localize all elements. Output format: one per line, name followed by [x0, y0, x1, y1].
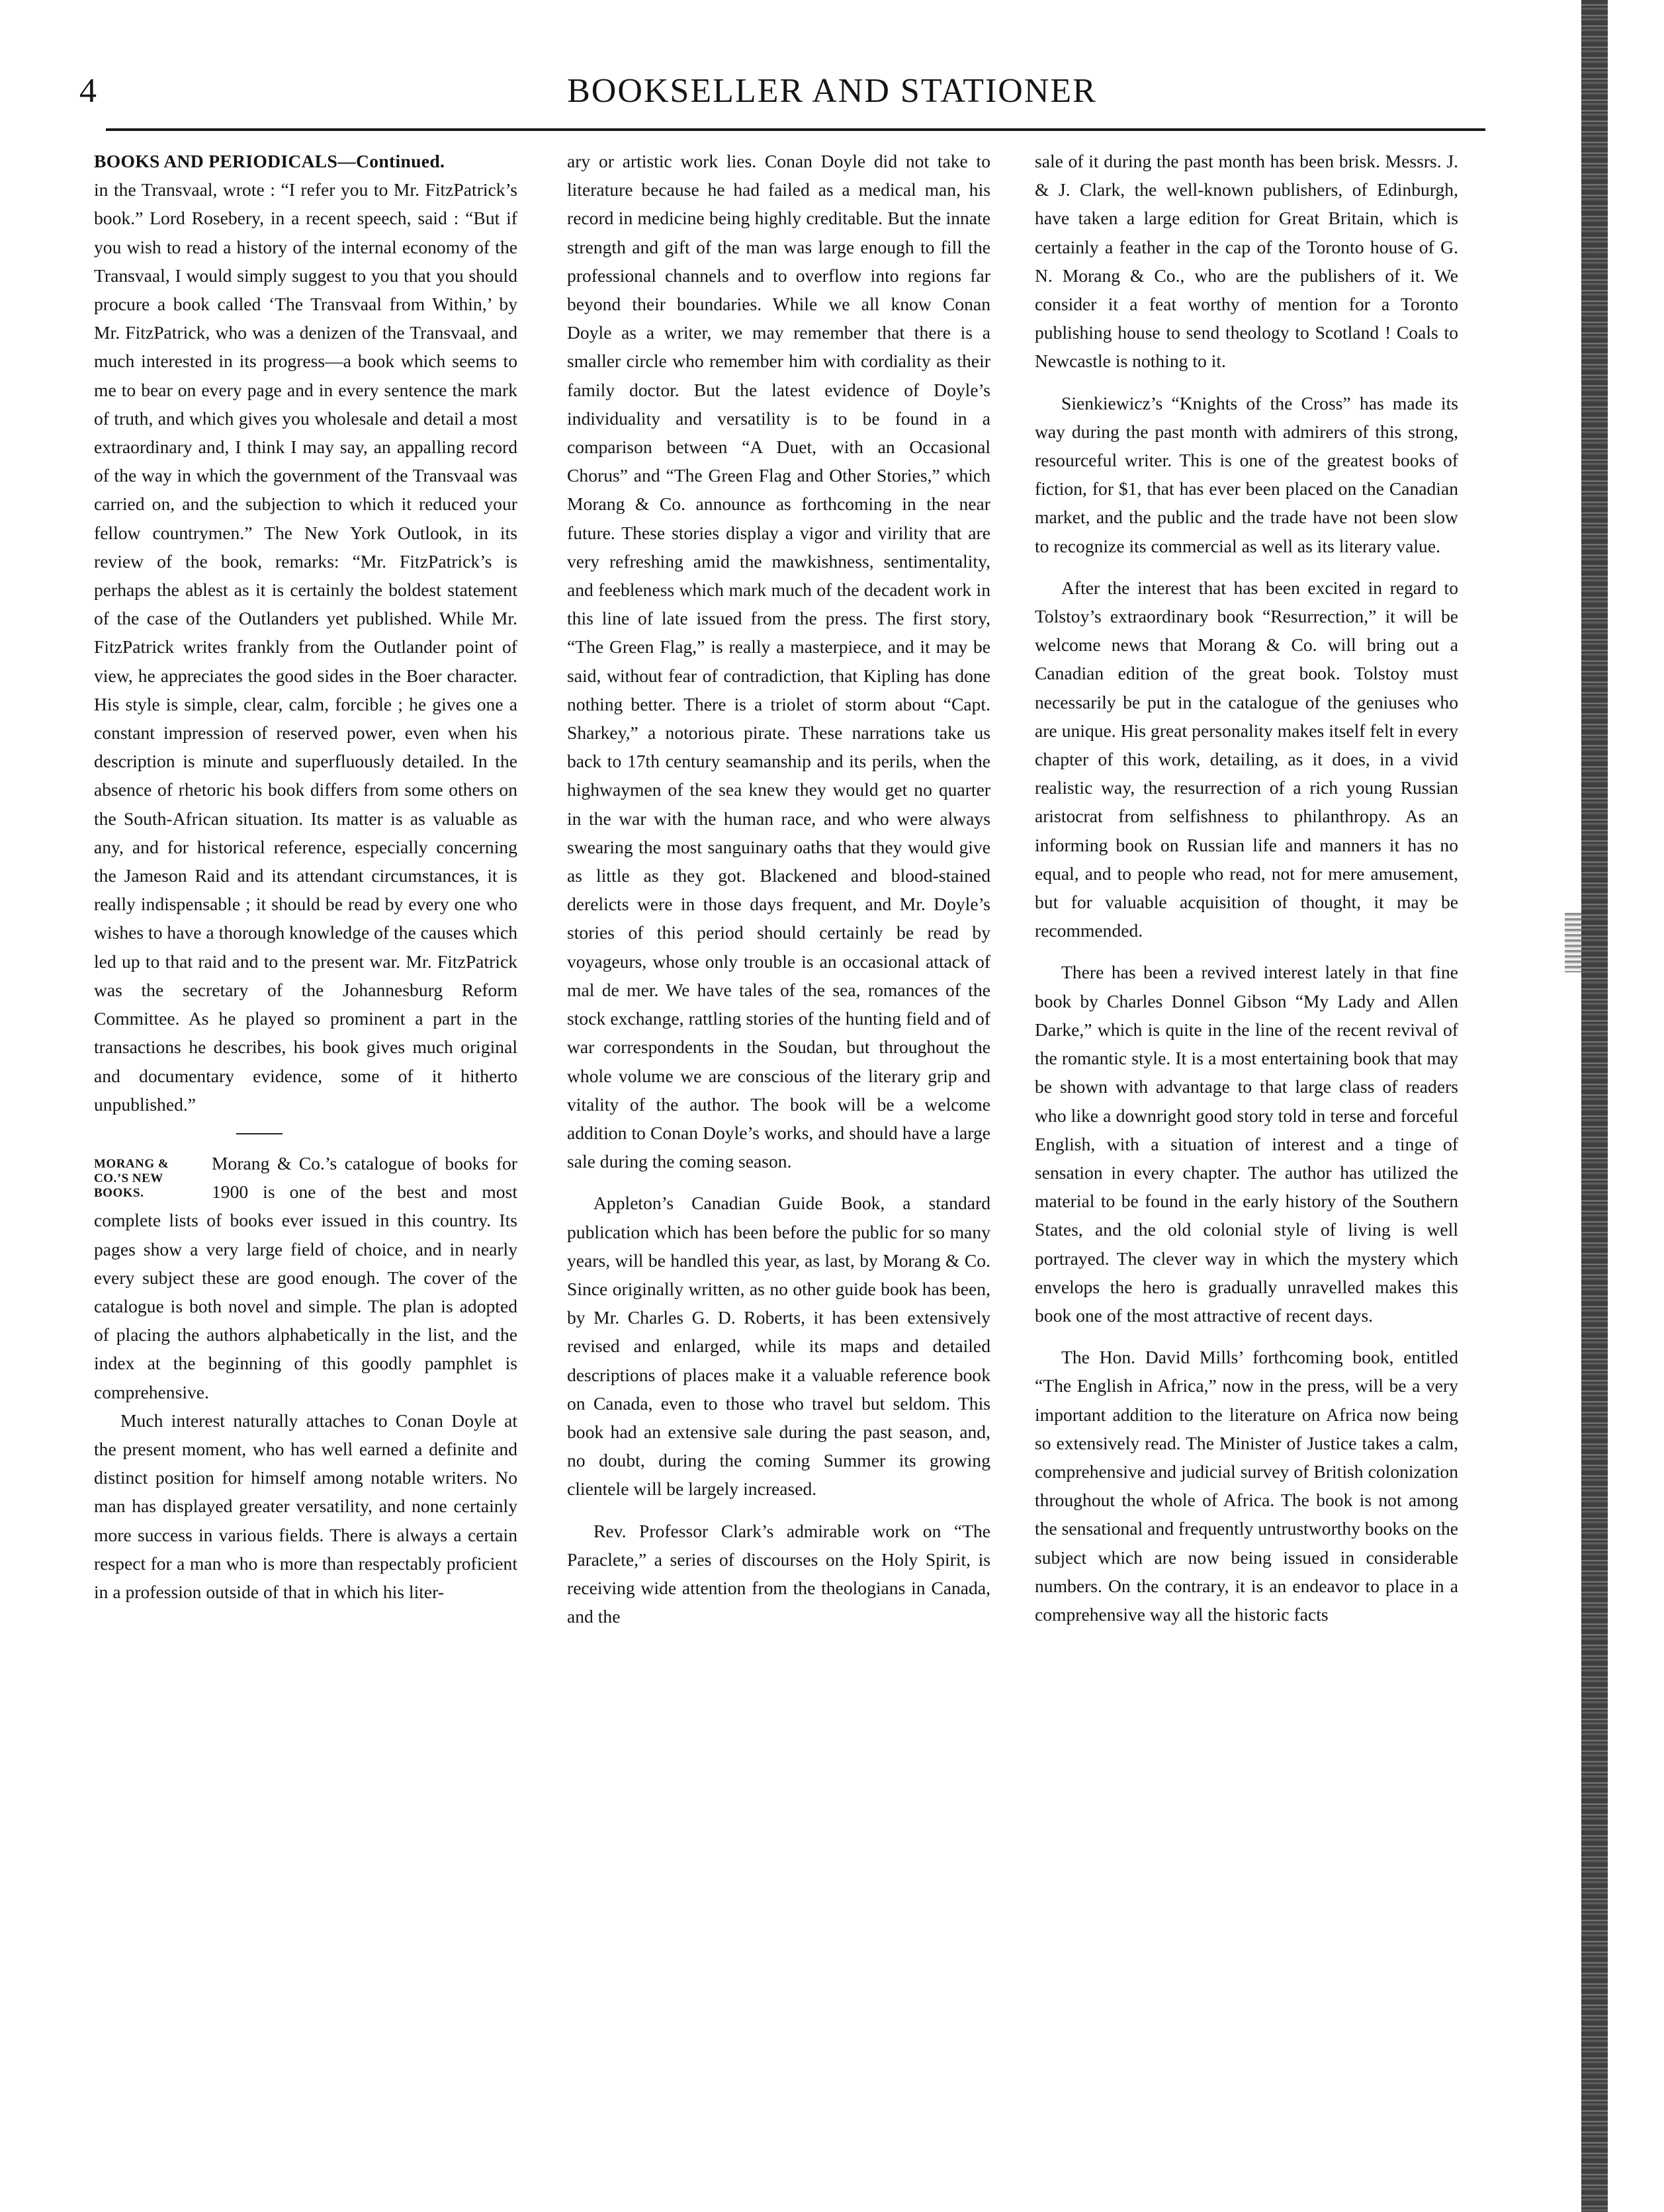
paragraph: Morang & Co.’s catalogue of books for 1900 is one of the best and most complete lists of books ever issued in this country. Its pages show a very large field of choice, and in nearly every subject these are good enough. The cover of the catalogue is both novel and simple. The plan is adopted of placing the authors alphabetically in the list, and the index at the beginning of this goodly pamphlet is comprehensive. — [94, 1152, 517, 1402]
paragraph: sale of it during the past month has been brisk. Messrs. J. & J. Clark, the well-known publishers, of Edinburgh, have taken a large edition for Great Britain, which is certainly a feather in the cap of the Toronto house of G. N. Morang & Co., who are the publishers of it. We consider it a feat worthy of mention for a Toronto publishing house to send theology to Scotland ! Coals to Newcastle is nothing to it. — [1035, 151, 1458, 372]
page-number: 4 — [79, 72, 97, 110]
running-title: BOOKSELLER AND STATIONER — [567, 72, 1097, 110]
side-note-heading: MORANG & CO.’S NEW BOOKS. — [94, 1156, 169, 1200]
paragraph: There has been a revived interest lately in that fine book by Charles Donnel Gibson “My Lady and Allen Darke,” which is quite in the line of the recent revival of the romantic style. It is a most entertaining book that may be shown with advantage to that large class of readers who like a downright good story told in terse and forceful English, with a situation of interest and a tinge of sensation in every chapter. The author has utilized the material to be found in the early history of the Southern States, and the old colonial style of living is well portrayed. The clever way in which the mystery which envelops the hero is gradually unravelled makes this book one of the most attractive of recent days. — [1035, 962, 1458, 1326]
paragraph: Sienkiewicz’s “Knights of the Cross” has made its way during the past month with admirers of this strong, resourceful writer. This is one of the greatest books of fiction, for $1, that has ever been placed on the Canadian market, and the public and the trade have not been slow to recognize its commercial as well as its literary value. — [1035, 392, 1458, 556]
scan-edge-artifact — [1565, 913, 1581, 972]
column-1 — [94, 147, 517, 2151]
paragraph: The Hon. David Mills’ forthcoming book, entitled “The English in Africa,” now in the press, will be a very important addition to the literature on Africa now being so extensively read. The Minister of Justice takes a calm, comprehensive and judicial survey of British colonization throughout the whole of Africa. The book is not among the sensational and frequently untrustworthy books on the subject which are now being issued in considerable numbers. On the contrary, it is an endeavor to place in a comprehensive way all the historic facts — [1035, 1347, 1458, 1625]
paragraph: ary or artistic work lies. Conan Doyle did not take to literature because he had failed as a medical man, his record in medicine being highly creditable. But the innate strength and gift of the man was large enough to fill the professional channels and to overflow into regions far beyond their boundaries. While we all know Conan Doyle as a writer, we may remember that there is a smaller circle who remember him with cordiality as their family doctor. But the latest evidence of Doyle’s individuality and versatility is to be found in a comparison between “A Duet, with an Occasional Chorus” and “The Green Flag and Other Stories,” which Morang & Co. announce as forthcoming in the near future. These stories display a vigor and virility that are very refreshing amid the mawkishness, sentimentality, and feebleness which mark much of the decadent work in this line of late issued from the press. The first story, “The Green Flag,” is really a masterpiece, and it may be said, without fear of contradiction, that Kipling has done nothing better. There is a triolet of storm about “Capt. Sharkey,” a notorious pirate. These narrations take us back to 17th century seamanship and its perils, when the highwaymen of the sea knew they would get no quarter in the war with the human race, and who were always swearing the most sanguinary oaths that they would give as little as they got. Blackened and blood-stained derelicts were in those days frequent, and Mr. Doyle’s stories of this period should certainly be read by voyageurs, whose only trouble is an occasional attack of mal de mer. We have tales of the sea, romances of the stock exchange, rattling stories of the hunting field and of war correspondents in the Soudan, but throughout the whole volume we are conscious of the literary grip and vitality of the author. The book will be a welcome addition to Conan Doyle’s works, and should have a large sale during the coming season. — [567, 151, 990, 1172]
side-note-block — [94, 1149, 517, 1406]
header-rule — [106, 128, 1485, 131]
paragraph: Much interest naturally attaches to Conan Doyle at the present moment, who has well earned a definite and distinct position for himself among notable writers. No man has displayed greater versatility, and none certainly more success in various fields. There is always a certain respect for a man who is more than respectably proficient in a profession outside of that in which his liter- — [94, 1410, 517, 1602]
paragraph: in the Transvaal, wrote : “I refer you to Mr. FitzPatrick’s book.” Lord Rosebery, in a recent speech, said : “But if you wish to read a history of the internal economy of the Transvaal, I would simply suggest to you that you should procure a book called ‘The Transvaal from Within,’ by Mr. FitzPatrick, who was a denizen of the Transvaal, and much interested in its progress—a book which seems to me to bear on every page and in every sentence the mark of truth, and which gives you wholesale and detail a most extraordinary and, I think I may say, an appalling record of the way in which the government of the Transvaal was carried on, and the subjection to which it reduced your fellow countrymen.” The New York Outlook, in its review of the book, remarks: “Mr. FitzPatrick’s is perhaps the ablest as it is certainly the boldest statement of the case of the Outlanders yet published. While Mr. FitzPatrick writes frankly from the Outlander point of view, he appreciates the good sides in the Boer character. His style is simple, clear, calm, forcible ; he gives one a constant impression of reserved power, even when his description is minute and superfluously detailed. In the absence of rhetoric his book differs from some others on the South-African situation. Its matter is as valuable as any, and for historical reference, especially concerning the Jameson Raid and its attendant circumstances, it is really indispensable ; it should be read by every one who wishes to have a thorough knowledge of the causes which led up to that raid and to the present war. Mr. FitzPatrick was the secretary of the Johannesburg Reform Committee. As he played so prominent a part in the transactions he describes, his book gives much original and documentary evidence, some of it hitherto unpublished.” — [94, 179, 517, 1115]
column-2 — [567, 147, 990, 2151]
section-heading: BOOKS AND PERIODICALS—Continued. — [94, 151, 445, 171]
paragraph: Appleton’s Canadian Guide Book, a standard publication which has been before the public for so many years, will be handled this year, as last, by Morang & Co. Since originally written, as no other guide book has been, by Mr. Charles G. D. Roberts, it has been extensively revised and enlarged, while its maps and detailed descriptions of places make it a valuable reference book on Canada, even to those who travel but seldom. This book had an extensive sale during the past season, and, no doubt, during the coming Summer its growing clientele will be largely increased. — [567, 1193, 990, 1500]
paragraph: After the interest that has been excited in regard to Tolstoy’s extraordinary book “Resurrection,” it will be welcome news that Morang & Co. will bring out a Canadian edition of the great book. Tolstoy must necessarily be put in the catalogue of the geniuses who are unique. His great personality makes itself felt in every chapter of this work, detailing, as it does, in a vivid realistic way, the resurrection of a rich young Russian aristocrat from selfishness to philanthropy. As an informing book on Russian life and manners it has no equal, and to people who read, not for mere amusement, but for valuable acquisition of thought, it may be recommended. — [1035, 577, 1458, 941]
paragraph: Rev. Professor Clark’s admirable work on “The Paraclete,” a series of discourses on the Holy Spirit, is receiving wide attention from the theologians in Canada, and the — [567, 1520, 990, 1627]
column-3 — [1035, 147, 1458, 2151]
scan-edge-artifact — [1581, 0, 1608, 2212]
section-divider — [236, 1133, 283, 1134]
